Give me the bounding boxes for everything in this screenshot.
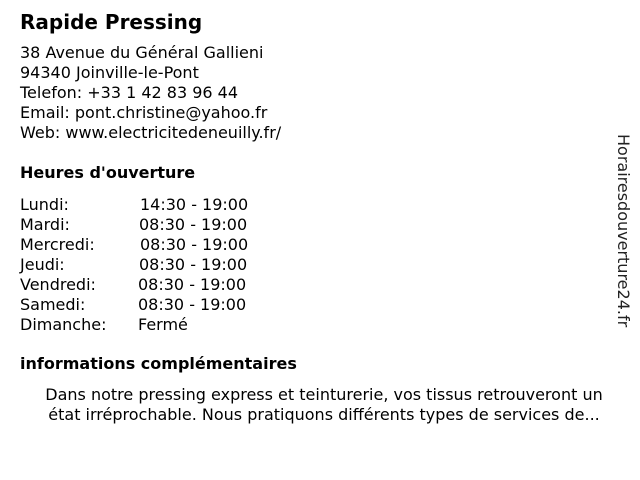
time-value: 08:30 - 19:00 [140, 235, 249, 254]
time-value: 08:30 - 19:00 [138, 295, 247, 314]
hours-row-tuesday [20, 215, 320, 235]
hours-row-friday [20, 275, 320, 295]
hours-heading: Heures d'ouverture [20, 163, 196, 182]
site-watermark [612, 134, 634, 346]
address-city: 94340 Joinville-le-Pont [20, 63, 199, 82]
info-description [20, 385, 628, 425]
watermark-text: Horairesdouverture24.fr [614, 134, 633, 328]
time-value: 08:30 - 19:00 [139, 255, 248, 274]
hours-row-thursday [20, 255, 320, 275]
email-line: Email: pont.christine@yahoo.fr [20, 103, 268, 122]
hours-row-monday [20, 195, 320, 215]
day-label: Lundi: [20, 195, 69, 214]
hours-row-sunday [20, 315, 320, 335]
address-street: 38 Avenue du Général Gallieni [20, 43, 264, 62]
day-label: Mardi: [20, 215, 70, 234]
hours-row-saturday [20, 295, 320, 315]
time-value: Fermé [138, 315, 188, 334]
day-label: Samedi: [20, 295, 86, 314]
day-label: Dimanche: [20, 315, 107, 334]
time-value: 08:30 - 19:00 [138, 275, 247, 294]
hours-row-wednesday [20, 235, 320, 255]
web-line: Web: www.electricitedeneuilly.fr/ [20, 123, 282, 142]
hours-table [20, 195, 320, 335]
info-heading: informations complémentaires [20, 354, 297, 373]
phone-line: Telefon: +33 1 42 83 96 44 [20, 83, 239, 102]
day-label: Mercredi: [20, 235, 95, 254]
info-line: Dans notre pressing express et teinturerie, vos tissus retrouveront un [45, 385, 603, 404]
contact-block [20, 43, 281, 143]
day-label: Jeudi: [20, 255, 65, 274]
time-value: 08:30 - 19:00 [139, 215, 248, 234]
business-name: Rapide Pressing [20, 10, 203, 34]
day-label: Vendredi: [20, 275, 96, 294]
info-line: état irréprochable. Nous pratiquons différents types de services de... [48, 405, 600, 424]
time-value: 14:30 - 19:00 [140, 195, 249, 214]
